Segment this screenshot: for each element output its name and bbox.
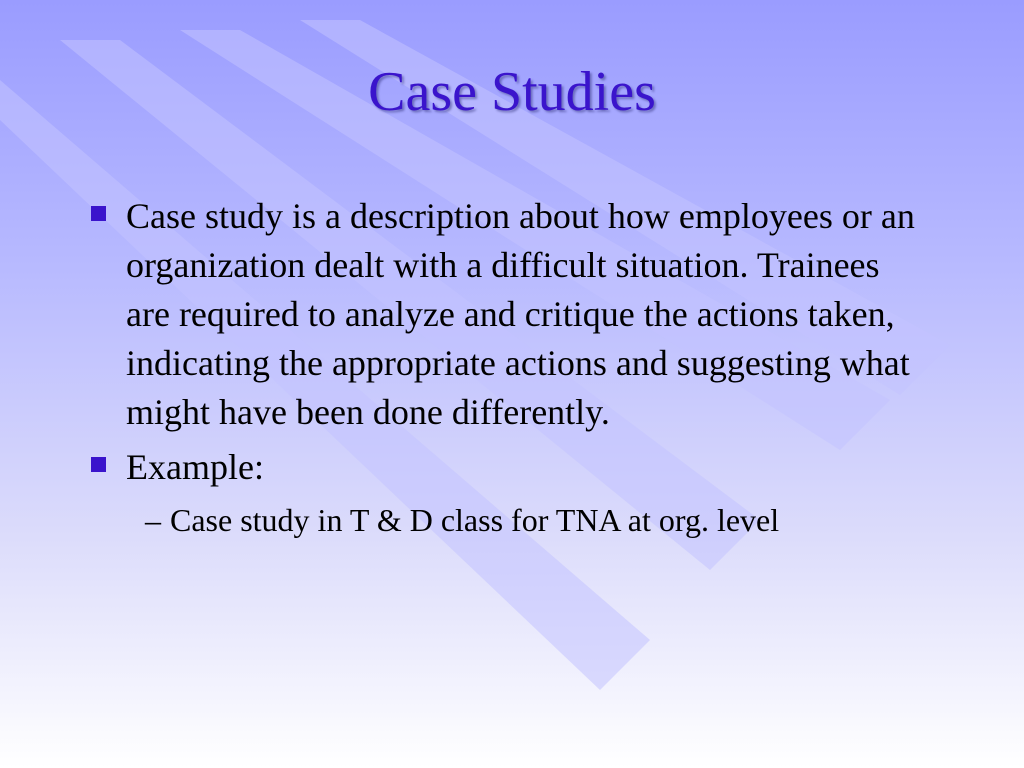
bullet-text: Case study is a description about how employees or an organization dealt with a difficult situation. Trainees are required to analyze and critique the actions taken, indicating the appropriate actions and suggesting what might have been done differently. (126, 196, 915, 432)
bullet-item (86, 192, 926, 437)
slide-title: Case Studies (368, 61, 656, 123)
square-bullet-icon (91, 457, 106, 472)
bullet-item (86, 443, 926, 492)
slide-content (86, 192, 926, 542)
dash-bullet-icon: – (145, 502, 161, 538)
sub-bullet-text: Case study in T & D class for TNA at org. level (170, 502, 780, 538)
square-bullet-icon (91, 206, 106, 221)
bullet-text: Example: (126, 447, 264, 487)
sub-bullet-item (86, 498, 926, 542)
